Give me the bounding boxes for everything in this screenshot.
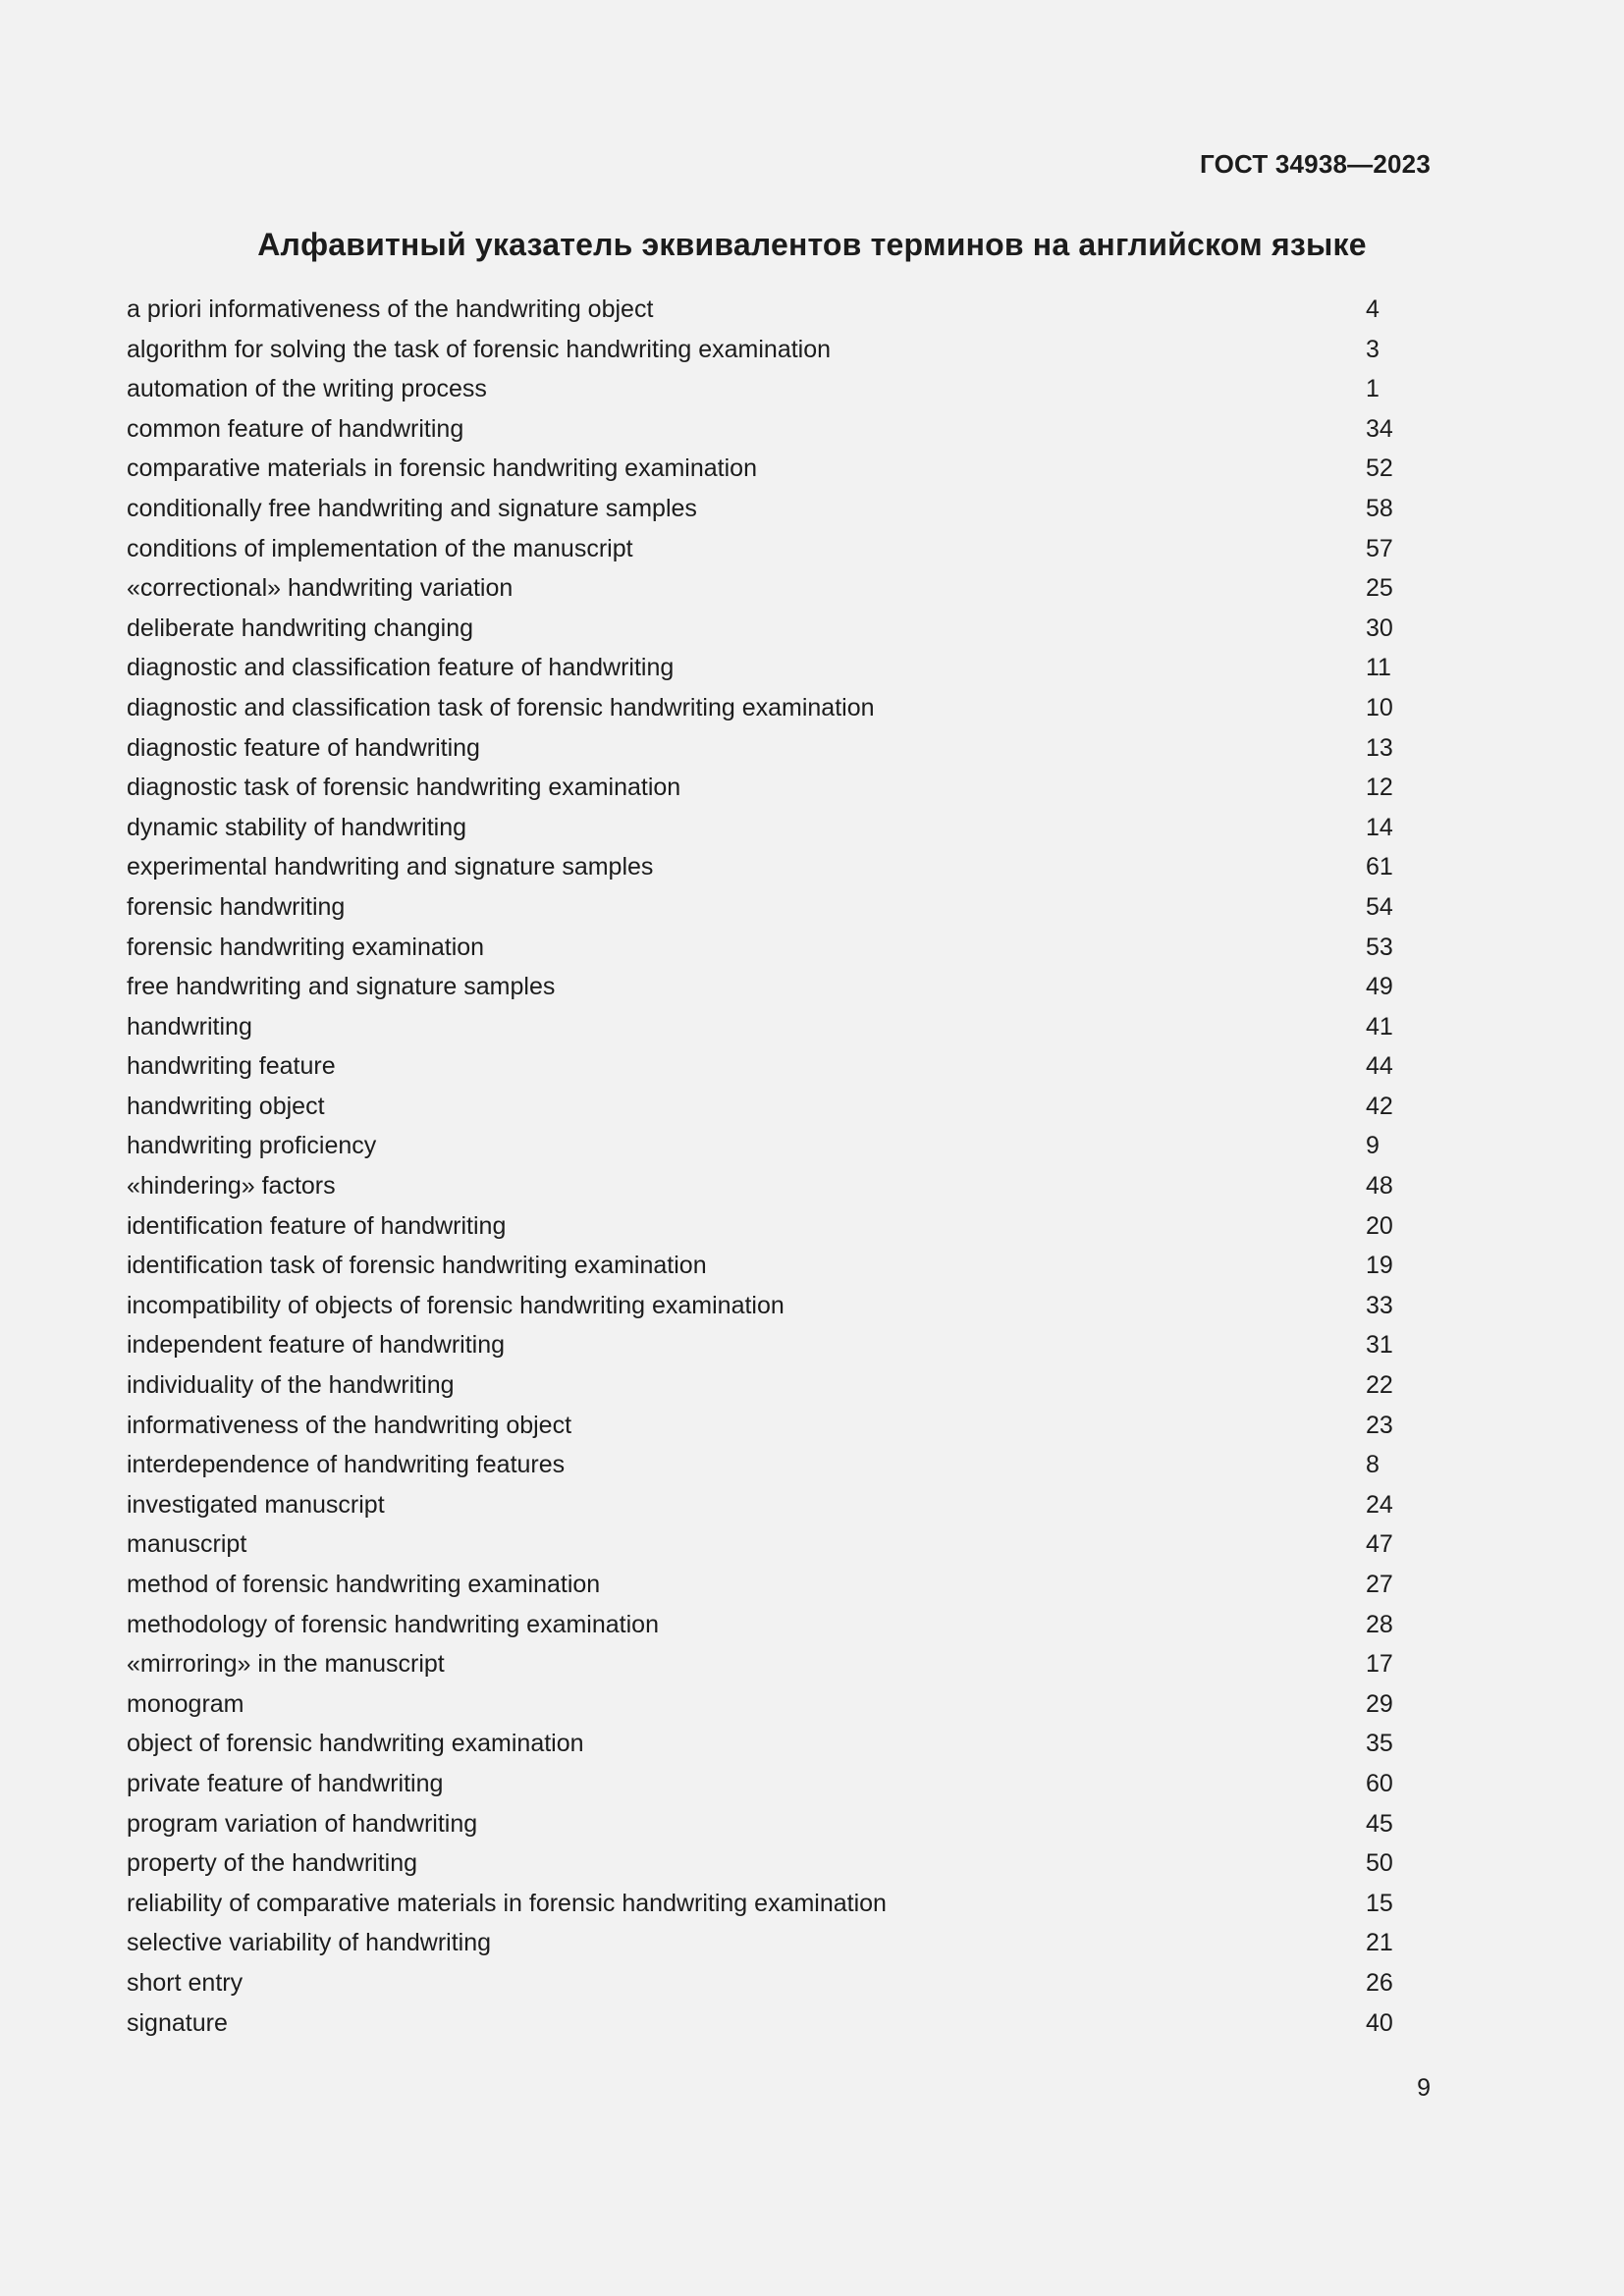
index-entry: [127, 768, 1433, 808]
index-entry: [127, 688, 1433, 728]
index-term-number: 53: [1366, 933, 1393, 961]
index-term-number: 52: [1366, 454, 1393, 483]
index-entry: [127, 928, 1433, 968]
index-term: incompatibility of objects of forensic handwriting examination: [127, 1291, 785, 1319]
index-term-number: 50: [1366, 1849, 1393, 1878]
index-term: informativeness of the handwriting object: [127, 1411, 572, 1439]
index-term-number: 8: [1366, 1451, 1380, 1479]
index-term-number: 54: [1366, 892, 1393, 921]
index-entry: [127, 609, 1433, 649]
index-entry: [127, 1286, 1433, 1326]
index-term-number: 3: [1366, 335, 1380, 363]
index-term-number: 40: [1366, 2008, 1393, 2037]
index-term-number: 42: [1366, 1092, 1393, 1120]
index-entry: [127, 449, 1433, 489]
index-term: program variation of handwriting: [127, 1809, 478, 1838]
index-term: signature: [127, 2008, 228, 2037]
index-entry: [127, 1126, 1433, 1166]
index-term: forensic handwriting examination: [127, 933, 485, 961]
index-term-number: 60: [1366, 1769, 1393, 1797]
index-term: forensic handwriting: [127, 892, 346, 921]
index-term-number: 13: [1366, 733, 1393, 762]
index-term: a priori informativeness of the handwriting object: [127, 295, 654, 323]
index-term-number: 20: [1366, 1211, 1393, 1240]
index-term: «correctional» handwriting variation: [127, 574, 514, 603]
index-term: handwriting feature: [127, 1052, 336, 1081]
index-entry: [127, 887, 1433, 928]
index-entry: [127, 489, 1433, 529]
index-term-number: 10: [1366, 693, 1393, 721]
index-term: handwriting: [127, 1012, 252, 1041]
index-term: deliberate handwriting changing: [127, 614, 474, 642]
index-term-number: 14: [1366, 813, 1393, 841]
index-term: interdependence of handwriting features: [127, 1451, 566, 1479]
index-term: dynamic stability of handwriting: [127, 813, 466, 841]
index-entry: [127, 1365, 1433, 1406]
index-term-number: 4: [1366, 295, 1380, 323]
index-term-number: 28: [1366, 1610, 1393, 1638]
index-entry: [127, 1804, 1433, 1844]
index-term-number: 25: [1366, 574, 1393, 603]
index-term-number: 41: [1366, 1012, 1393, 1041]
index-term: individuality of the handwriting: [127, 1371, 455, 1400]
index-term: independent feature of handwriting: [127, 1331, 506, 1360]
index-entry: [127, 409, 1433, 450]
index-term-number: 9: [1366, 1132, 1380, 1160]
index-term-number: 35: [1366, 1730, 1393, 1758]
index-term-number: 26: [1366, 1968, 1393, 1997]
document-code: ГОСТ 34938—2023: [1200, 149, 1431, 179]
index-term-number: 45: [1366, 1809, 1393, 1838]
index-term: property of the handwriting: [127, 1849, 418, 1878]
index-term: diagnostic and classification feature of handwriting: [127, 654, 675, 682]
index-entry: [127, 330, 1433, 370]
index-entry: [127, 1046, 1433, 1087]
index-entry: [127, 1923, 1433, 1963]
index-entry: [127, 1884, 1433, 1924]
index-term: method of forensic handwriting examination: [127, 1571, 601, 1598]
index-entry: [127, 1524, 1433, 1565]
index-term: experimental handwriting and signature samples: [127, 853, 654, 881]
index-term-number: 47: [1366, 1530, 1393, 1559]
index-term: «mirroring» in the manuscript: [127, 1650, 445, 1679]
index-term-number: 12: [1366, 774, 1393, 802]
index-term: conditions of implementation of the manuscript: [127, 534, 633, 562]
index-term: free handwriting and signature samples: [127, 973, 556, 1001]
index-entry: [127, 1325, 1433, 1365]
index-entry: [127, 1724, 1433, 1764]
index-term-number: 48: [1366, 1172, 1393, 1201]
index-entry: [127, 1684, 1433, 1725]
index-term-number: 11: [1366, 654, 1391, 682]
index-entry: [127, 1644, 1433, 1684]
index-term: identification feature of handwriting: [127, 1211, 507, 1240]
index-entry: [127, 1246, 1433, 1286]
index-entry: [127, 967, 1433, 1007]
index-entry: [127, 369, 1433, 409]
index-term-number: 27: [1366, 1571, 1393, 1598]
index-entry: [127, 1485, 1433, 1525]
index-entry: [127, 728, 1433, 769]
index-term: diagnostic feature of handwriting: [127, 733, 480, 762]
index-term: «hindering» factors: [127, 1172, 336, 1201]
index-entry: [127, 648, 1433, 688]
index-term-number: 21: [1366, 1929, 1393, 1957]
index-term-number: 17: [1366, 1650, 1393, 1679]
index-entry: [127, 290, 1433, 330]
index-term: identification task of forensic handwriting examination: [127, 1252, 707, 1280]
index-term-number: 22: [1366, 1371, 1393, 1400]
index-entry: [127, 568, 1433, 609]
index-term: manuscript: [127, 1530, 247, 1559]
index-term-number: 24: [1366, 1490, 1393, 1519]
index-entry: [127, 847, 1433, 887]
index-list: [127, 290, 1433, 2043]
index-term: investigated manuscript: [127, 1490, 385, 1519]
index-term: algorithm for solving the task of forensic handwriting examination: [127, 335, 832, 363]
index-entry: [127, 1445, 1433, 1485]
index-entry: [127, 1764, 1433, 1804]
index-term: automation of the writing process: [127, 375, 487, 403]
index-term-number: 23: [1366, 1411, 1393, 1439]
index-term-number: 29: [1366, 1689, 1393, 1718]
index-entry: [127, 1963, 1433, 2003]
index-term-number: 61: [1366, 853, 1393, 881]
index-title: Алфавитный указатель эквивалентов терминов на английском языке: [257, 227, 1367, 262]
index-term: short entry: [127, 1968, 244, 1997]
index-term: selective variability of handwriting: [127, 1929, 492, 1957]
index-term-number: 49: [1366, 973, 1393, 1001]
index-entry: [127, 808, 1433, 848]
index-term: handwriting proficiency: [127, 1132, 377, 1160]
index-term-number: 34: [1366, 414, 1393, 443]
index-term: common feature of handwriting: [127, 414, 464, 443]
index-term-number: 57: [1366, 534, 1393, 562]
index-term: methodology of forensic handwriting examination: [127, 1610, 659, 1638]
index-entry: [127, 1605, 1433, 1645]
page-number: 9: [1417, 2074, 1431, 2102]
index-term-number: 19: [1366, 1252, 1393, 1280]
index-term: private feature of handwriting: [127, 1769, 444, 1797]
index-term: object of forensic handwriting examination: [127, 1730, 584, 1758]
index-term-number: 58: [1366, 494, 1393, 522]
index-term-number: 15: [1366, 1889, 1393, 1917]
index-term-number: 30: [1366, 614, 1393, 642]
index-entry: [127, 1166, 1433, 1206]
index-term-number: 1: [1366, 375, 1380, 403]
index-term: comparative materials in forensic handwriting examination: [127, 454, 757, 483]
index-term: diagnostic task of forensic handwriting examination: [127, 774, 681, 802]
index-entry: [127, 1843, 1433, 1884]
index-entry: [127, 1087, 1433, 1127]
index-entry: [127, 1565, 1433, 1605]
index-term-number: 31: [1366, 1331, 1393, 1360]
index-entry: [127, 1406, 1433, 1446]
index-term: conditionally free handwriting and signature samples: [127, 494, 697, 522]
index-term: handwriting object: [127, 1092, 325, 1120]
index-term-number: 44: [1366, 1052, 1393, 1081]
index-term: diagnostic and classification task of forensic handwriting examination: [127, 693, 875, 721]
index-term: reliability of comparative materials in forensic handwriting examination: [127, 1889, 887, 1917]
index-entry: [127, 1206, 1433, 1247]
index-entry: [127, 1007, 1433, 1047]
index-term-number: 33: [1366, 1291, 1393, 1319]
index-entry: [127, 529, 1433, 569]
index-term: monogram: [127, 1689, 244, 1718]
index-entry: [127, 2003, 1433, 2044]
